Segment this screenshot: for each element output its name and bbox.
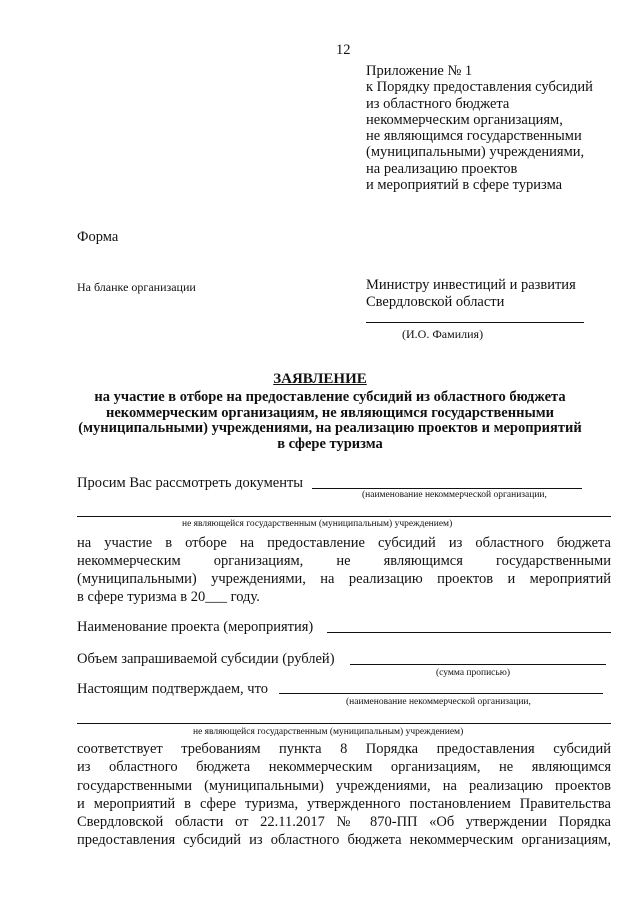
addressee-line2: Свердловской области: [366, 294, 505, 310]
title-subheading-line: некоммерческим организациям, не являющимся государственными: [106, 404, 554, 421]
confirm-label: Настоящим подтверждаем, что: [77, 681, 268, 697]
subsidy-caption: (сумма прописью): [436, 668, 510, 678]
request-body-line: некоммерческим организациям, не являющимся государственными: [77, 553, 611, 569]
project-name-line[interactable]: [327, 632, 611, 633]
title-subheading-line: на участие в отборе на предоставление субсидий из областного бюджета: [94, 389, 566, 405]
document-title: ЗАЯВЛЕНИЕ: [273, 371, 367, 387]
confirm-caption: (наименование некоммерческой организации,: [346, 697, 531, 707]
organization-caption: (наименование некоммерческой организации,: [362, 490, 547, 500]
appendix-line: (муниципальными) учреждениями,: [366, 144, 585, 161]
addressee-line1: Министру инвестиций и развития: [366, 277, 576, 293]
title-subheading-line: (муниципальными) учреждениями, на реализацию проектов и мероприятий: [78, 420, 582, 437]
appendix-line: на реализацию проектов: [366, 160, 518, 177]
page-number: 12: [336, 42, 351, 58]
title-subheading: [60, 390, 600, 452]
confirm-organization-line-2[interactable]: [77, 723, 611, 724]
confirm-body-line: соответствует требованиям пункта 8 Порядка предоставления субсидий: [77, 741, 611, 757]
organization-name-line[interactable]: [312, 488, 582, 489]
letterhead-label: На бланке организации: [77, 280, 196, 294]
confirm-body-line: Свердловской области от 22.11.2017 № 870-ПП «Об утверждении Порядка: [77, 814, 611, 831]
appendix-line: к Порядку предоставления субсидий: [366, 79, 593, 96]
appendix-line: из областного бюджета: [366, 95, 510, 112]
organization-name-line-2[interactable]: [77, 516, 611, 517]
appendix-line: Приложение № 1: [366, 63, 473, 79]
appendix-line: некоммерческим организациям,: [366, 111, 563, 128]
confirm-organization-line[interactable]: [279, 693, 603, 694]
request-body-line: на участие в отборе на предоставление субсидий из областного бюджета: [77, 535, 611, 551]
project-name-label: Наименование проекта (мероприятия): [77, 619, 314, 635]
confirm-body-line: государственными (муниципальными) учреждениями, на реализацию проектов: [77, 777, 611, 794]
confirm-body-line: и мероприятий в сфере туризма, утвержденного постановлением Правительства: [77, 795, 611, 812]
confirm-body-line: из областного бюджета некоммерческим организациям, не являющимся: [77, 759, 611, 776]
appendix-block: [366, 63, 593, 193]
confirm-body: [77, 740, 611, 850]
request-body: [77, 534, 611, 606]
request-body-line: (муниципальными) учреждениями, на реализацию проектов и мероприятий: [77, 571, 611, 587]
appendix-line: не являющимся государственными: [366, 128, 582, 145]
subsidy-label: Объем запрашиваемой субсидии (рублей): [77, 651, 335, 667]
appendix-line: и мероприятий в сфере туризма: [366, 177, 563, 194]
confirm-body-line: предоставления субсидий из областного бюджета некоммерческим организациям,: [77, 832, 611, 849]
addressee-name-line: [366, 322, 584, 323]
organization-caption-2: не являющейся государственным (муниципальным) учреждением): [182, 519, 453, 529]
form-label: Форма: [77, 229, 119, 245]
title-subheading-line: в сфере туризма: [277, 435, 383, 452]
confirm-caption-2: не являющейся государственным (муниципальным) учреждением): [193, 727, 464, 737]
addressee-name-caption: (И.О. Фамилия): [402, 327, 484, 341]
request-body-line: в сфере туризма в 20___ году.: [77, 589, 260, 605]
request-label: Просим Вас рассмотреть документы: [77, 475, 304, 491]
subsidy-amount-line[interactable]: [350, 664, 606, 665]
